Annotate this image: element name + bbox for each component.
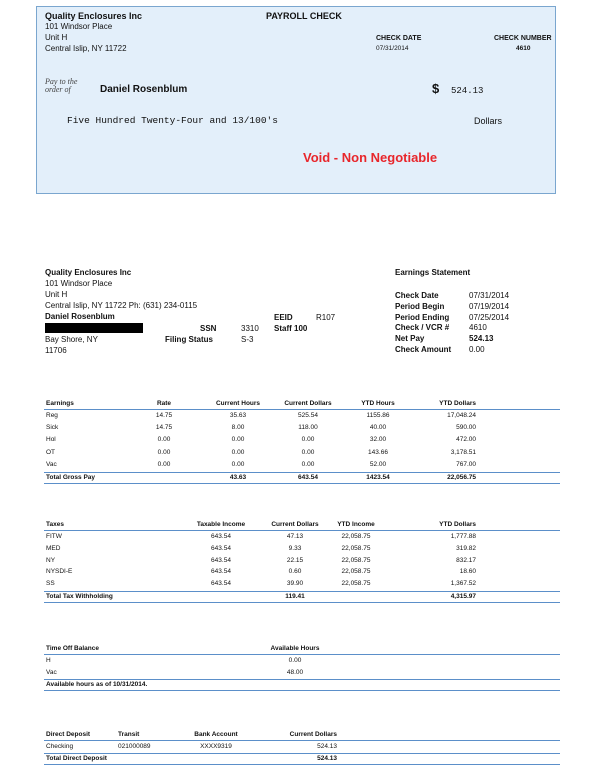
header-rule	[44, 409, 560, 410]
column-header: Available Hours	[270, 645, 320, 652]
table-cell: Vac	[46, 460, 57, 468]
table-cell: 48.00	[286, 668, 304, 676]
table-cell: 22,058.75	[341, 544, 371, 552]
stub-address-line-3: Central Islip, NY 11722 Ph: (631) 234-0115	[45, 301, 198, 310]
employee-zip: 11706	[45, 346, 67, 355]
total-rule	[44, 753, 560, 754]
column-header: Rate	[156, 400, 172, 407]
table-cell: 1155.86	[366, 412, 390, 419]
table-cell: 0.00	[157, 436, 171, 444]
table-cell: 0.00	[157, 460, 171, 468]
total-cell: Total Gross Pay	[46, 474, 96, 481]
column-header: Bank Account	[194, 731, 238, 738]
table-cell: Checking	[46, 743, 74, 750]
check-amount: 524.13	[451, 86, 484, 96]
table-cell: 17,048.24	[447, 412, 476, 419]
table-cell: 1,777.88	[450, 533, 476, 540]
header-rule	[44, 654, 560, 655]
table-cell: Sick	[46, 424, 59, 432]
table-cell: 525.54	[298, 412, 318, 419]
table-cell: 143.66	[368, 448, 388, 456]
table-cell: 47.13	[286, 533, 304, 540]
summary-value: 0.00	[469, 345, 485, 354]
summary-value: 07/31/2014	[469, 291, 510, 300]
pay-to-label: Pay to the	[45, 77, 78, 86]
summary-label: Net Pay	[395, 334, 425, 344]
time-off-note: Available hours as of 10/31/2014.	[46, 681, 148, 688]
eeid-value: R107	[316, 313, 336, 322]
header-rule	[44, 740, 560, 741]
table-cell: Hol	[46, 436, 56, 444]
table-cell: FITW	[46, 533, 62, 540]
check-address-line-3: Central Islip, NY 11722	[45, 44, 127, 53]
table-cell: 22.15	[286, 556, 304, 564]
summary-label: Period Ending	[395, 312, 450, 322]
total-cell: 1423.54	[366, 474, 390, 481]
table-cell: 22,058.75	[341, 533, 371, 540]
bottom-rule	[44, 690, 560, 691]
summary-value: 4610	[469, 323, 487, 333]
table-cell: 021000089	[118, 743, 151, 750]
table-cell: 643.54	[211, 556, 231, 564]
stub-company-name: Quality Enclosures Inc	[45, 268, 132, 277]
total-cell: 524.13	[317, 754, 337, 762]
table-cell: 22,058.75	[341, 556, 371, 564]
table-cell: MED	[46, 544, 61, 552]
table-cell: 643.54	[211, 544, 231, 552]
summary-label: Check Amount	[395, 345, 452, 354]
column-header: Time Off Balance	[46, 645, 99, 652]
total-cell: Total Direct Deposit	[46, 754, 107, 762]
bottom-rule	[44, 602, 560, 603]
table-cell: 643.54	[211, 568, 231, 576]
table-cell: 0.00	[231, 460, 245, 468]
filing-status-value: S-3	[241, 335, 254, 344]
total-cell: 22,056.75	[447, 474, 476, 481]
table-cell: 22,058.75	[341, 568, 371, 576]
total-cell: 4,315.97	[450, 593, 476, 600]
table-cell: 0.00	[301, 460, 315, 468]
eeid-label: EEID	[274, 313, 293, 322]
table-cell: 118.00	[298, 424, 318, 432]
column-header: Current Hours	[215, 400, 261, 407]
check-address-line-2: Unit H	[45, 33, 68, 42]
table-cell: 0.00	[301, 448, 315, 456]
table-cell: 52.00	[369, 460, 387, 468]
table-cell: 9.33	[288, 544, 302, 552]
stub-address-line-2: Unit H	[45, 290, 68, 299]
column-header: Taxable Income	[196, 521, 246, 528]
table-cell: OT	[46, 448, 56, 456]
table-cell: 643.54	[211, 580, 231, 588]
check-number-value: 4610	[516, 45, 531, 52]
check-title: PAYROLL CHECK	[266, 11, 342, 21]
column-header: Current Dollars	[271, 521, 319, 528]
order-of-label: order of	[45, 85, 71, 94]
check-company-name: Quality Enclosures Inc	[45, 11, 143, 21]
column-header: Current Dollars	[284, 400, 332, 407]
table-cell: 0.60	[288, 568, 302, 576]
stub-address-line-1: 101 Windsor Place	[45, 279, 113, 288]
column-header: YTD Dollars	[439, 400, 476, 407]
table-cell: 18.60	[459, 568, 476, 576]
table-cell: 524.13	[317, 743, 337, 750]
header-rule	[44, 530, 560, 531]
check-amount-words: Five Hundred Twenty-Four and 13/100's	[67, 115, 278, 126]
total-rule	[44, 472, 560, 473]
redacted-address	[45, 323, 143, 333]
check-number-label: CHECK NUMBER	[494, 35, 552, 42]
table-cell: 8.00	[231, 424, 245, 432]
table-cell: 1,367.52	[450, 580, 476, 588]
summary-label: Check / VCR #	[395, 323, 450, 333]
total-cell: 119.41	[285, 593, 305, 600]
column-header: Taxes	[46, 521, 64, 528]
total-cell: 643.54	[298, 474, 318, 481]
table-cell: 0.00	[157, 448, 171, 456]
column-header: YTD Hours	[361, 400, 395, 407]
check-date-value: 07/31/2014	[376, 45, 409, 52]
column-header: Earnings	[46, 400, 74, 407]
table-cell: 0.00	[231, 436, 245, 444]
earnings-statement-title: Earnings Statement	[395, 268, 471, 277]
summary-value: 524.13	[469, 334, 494, 344]
bottom-rule	[44, 764, 560, 765]
total-cell: 43.63	[229, 474, 247, 481]
table-cell: 472.00	[456, 436, 476, 444]
column-header: Current Dollars	[289, 731, 337, 738]
table-cell: 832.17	[456, 556, 476, 564]
column-header: Direct Deposit	[46, 731, 91, 738]
table-cell: 0.00	[231, 448, 245, 456]
total-rule	[44, 679, 560, 680]
bottom-rule	[44, 483, 560, 484]
table-cell: 22,058.75	[341, 580, 371, 588]
filing-status-label: Filing Status	[165, 335, 213, 344]
summary-label: Period Begin	[395, 301, 445, 311]
summary-value: 07/19/2014	[469, 301, 510, 311]
table-cell: 319.82	[456, 544, 476, 552]
table-cell: 643.54	[211, 533, 231, 540]
dollars-label: Dollars	[474, 116, 503, 126]
check-date-label: CHECK DATE	[376, 35, 422, 42]
table-cell: 32.00	[369, 436, 387, 444]
employee-city: Bay Shore, NY	[45, 335, 98, 344]
payroll-check	[36, 6, 556, 194]
table-cell: 40.00	[369, 424, 387, 432]
total-rule	[44, 591, 560, 592]
table-cell: 3,178.51	[450, 448, 476, 456]
table-cell: NYSDI-E	[46, 568, 73, 576]
total-cell: Total Tax Withholding	[46, 593, 113, 600]
staff-label: Staff 100	[274, 324, 308, 333]
table-cell: 590.00	[456, 424, 476, 432]
table-cell: 35.63	[229, 412, 247, 419]
summary-value: 07/25/2014	[469, 312, 510, 322]
table-cell: NY	[46, 556, 56, 564]
table-cell: SS	[46, 580, 55, 588]
check-payee: Daniel Rosenblum	[100, 84, 188, 95]
table-cell: H	[46, 657, 51, 664]
table-cell: 0.00	[288, 657, 302, 664]
summary-label: Check Date	[395, 291, 439, 300]
table-cell: 14.75	[155, 424, 173, 432]
table-cell: XXXX9319	[200, 743, 232, 750]
dollar-sign: $	[432, 81, 440, 96]
table-cell: Reg	[46, 412, 58, 419]
table-cell: 39.90	[286, 580, 304, 588]
ssn-label: SSN	[200, 324, 217, 333]
check-address-line-1: 101 Windsor Place	[45, 22, 113, 31]
table-cell: 767.00	[456, 460, 476, 468]
table-cell: 14.75	[155, 412, 173, 419]
table-cell: Vac	[46, 668, 57, 676]
ssn-value: 3310	[241, 324, 259, 333]
column-header: YTD Income	[337, 521, 375, 528]
void-stamp: Void - Non Negotiable	[303, 150, 438, 165]
table-cell: 0.00	[301, 436, 315, 444]
column-header: YTD Dollars	[439, 521, 476, 528]
column-header: Transit	[118, 731, 140, 738]
employee-name: Daniel Rosenblum	[45, 312, 115, 321]
